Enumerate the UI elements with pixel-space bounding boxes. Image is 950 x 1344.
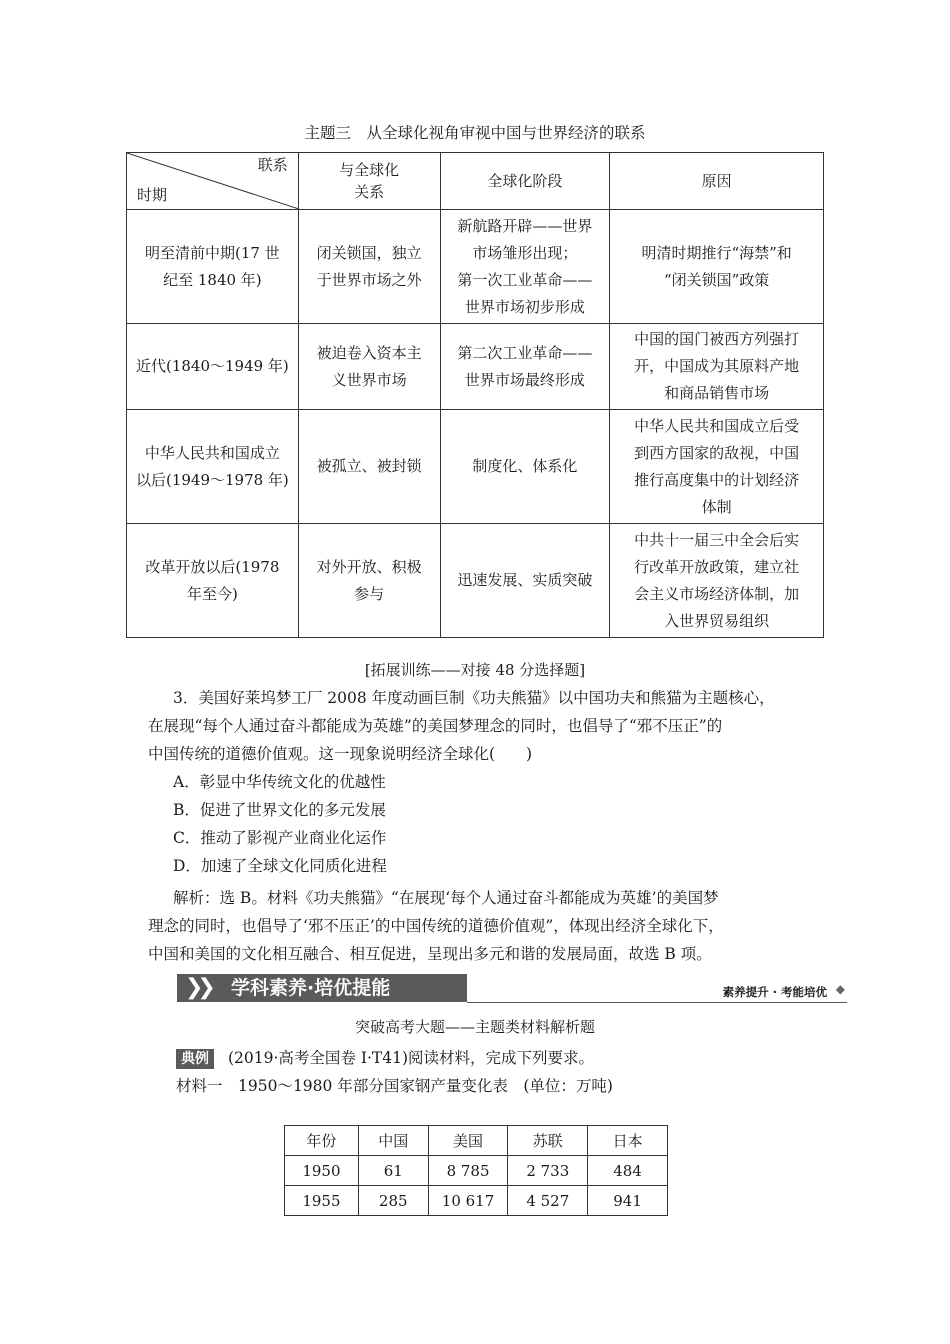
- header-china: 中国: [358, 1126, 428, 1156]
- analysis-line: 解析：选 B。材料《功夫熊猫》“在展现‘每个人通过奋斗都能成为英雄’的美国梦: [173, 889, 719, 907]
- stage-cell: 制度化、体系化: [440, 410, 610, 524]
- example-source: (2019·高考全国卷 Ⅰ·T41)阅读材料，完成下列要求。: [228, 1049, 595, 1067]
- example-badge: 典例: [176, 1049, 214, 1069]
- material-title: 材料一 1950～1980 年部分国家钢产量变化表 (单位：万吨): [176, 1077, 613, 1095]
- option-c: C．推动了影视产业商业化运作: [173, 829, 387, 847]
- value-cell: 941: [588, 1186, 668, 1216]
- value-cell: 10 617: [428, 1186, 508, 1216]
- value-cell: 484: [588, 1156, 668, 1186]
- steel-output-table: [284, 1125, 668, 1216]
- reason-cell: 明清时期推行“海禁”和 “闭关锁国”政策: [610, 210, 824, 324]
- value-cell: 8 785: [428, 1156, 508, 1186]
- header-diagonal-cell: [127, 153, 299, 210]
- diamond-icon: ◆: [835, 982, 845, 996]
- training-title: [拓展训练——对接 48 分选择题]: [364, 661, 586, 679]
- banner-divider: [467, 1002, 847, 1003]
- question-line: 3．美国好莱坞梦工厂 2008 年度动画巨制《功夫熊猫》以中国功夫和熊猫为主题核心，: [173, 689, 775, 707]
- option-a: A．彰显中华传统文化的优越性: [173, 773, 386, 791]
- header-japan: 日本: [588, 1126, 668, 1156]
- stage-cell: 新航路开辟——世界 市场雏形出现； 第一次工业革命—— 世界市场初步形成: [440, 210, 610, 324]
- theme-title: 主题三 从全球化视角审视中国与世界经济的联系: [304, 124, 646, 142]
- header-usa: 美国: [428, 1126, 508, 1156]
- value-cell: 61: [358, 1156, 428, 1186]
- double-chevron-icon: ❯❯: [185, 975, 210, 1000]
- header-relation: 与全球化 关系: [298, 153, 440, 210]
- period-cell: 近代(1840～1949 年): [127, 324, 299, 410]
- stage-cell: 迅速发展、实质突破: [440, 524, 610, 638]
- value-cell: 4 527: [508, 1186, 588, 1216]
- reason-cell: 中国的国门被西方列强打 开，中国成为其原料产地 和商品销售市场: [610, 324, 824, 410]
- table-row: [127, 524, 824, 638]
- table-header-row: [127, 153, 824, 210]
- period-cell: 中华人民共和国成立 以后(1949～1978 年): [127, 410, 299, 524]
- year-cell: 1955: [285, 1186, 359, 1216]
- banner-title: 学科素养·培优提能: [231, 977, 391, 999]
- analysis-line: 理念的同时，也倡导了‘邪不压正’的中国传统的道德价值观”，体现出经济全球化下，: [148, 917, 724, 935]
- question-line: 中国传统的道德价值观。这一现象说明经济全球化( ): [148, 745, 533, 763]
- stage-cell: 第二次工业革命—— 世界市场最终形成: [440, 324, 610, 410]
- header-stage: 全球化阶段: [440, 153, 610, 210]
- header-link: 联系: [257, 156, 288, 174]
- value-cell: 285: [358, 1186, 428, 1216]
- period-cell: 明至清前中期(17 世 纪至 1840 年): [127, 210, 299, 324]
- year-cell: 1950: [285, 1156, 359, 1186]
- relation-cell: 对外开放、积极 参与: [298, 524, 440, 638]
- value-cell: 2 733: [508, 1156, 588, 1186]
- header-year: 年份: [285, 1126, 359, 1156]
- table-header-row: [285, 1126, 668, 1156]
- table-row: [285, 1186, 668, 1216]
- section-title: 突破高考大题——主题类材料解析题: [354, 1018, 595, 1036]
- table-row: [127, 324, 824, 410]
- reason-cell: 中华人民共和国成立后受 到西方国家的敌视，中国 推行高度集中的计划经济 体制: [610, 410, 824, 524]
- table-row: [127, 410, 824, 524]
- banner-subtitle: 素养提升 · 考能培优: [722, 985, 827, 999]
- reason-cell: 中共十一届三中全会后实 行改革开放政策，建立社 会主义市场经济体制，加 入世界贸易组织: [610, 524, 824, 638]
- option-b: B．促进了世界文化的多元发展: [173, 801, 386, 819]
- relation-cell: 闭关锁国，独立 于世界市场之外: [298, 210, 440, 324]
- header-ussr: 苏联: [508, 1126, 588, 1156]
- header-period: 时期: [137, 186, 168, 204]
- analysis-line: 中国和美国的文化相互融合、相互促进，呈现出多元和谐的发展局面，故选 B 项。: [148, 945, 712, 963]
- relation-cell: 被孤立、被封锁: [298, 410, 440, 524]
- header-reason: 原因: [610, 153, 824, 210]
- period-cell: 改革开放以后(1978 年至今): [127, 524, 299, 638]
- section-banner: [177, 972, 847, 1004]
- comparison-table: [126, 152, 824, 638]
- example-line: [176, 1044, 866, 1072]
- relation-cell: 被迫卷入资本主 义世界市场: [298, 324, 440, 410]
- option-d: D．加速了全球文化同质化进程: [173, 857, 387, 875]
- table-row: [285, 1156, 668, 1186]
- question-line: 在展现“每个人通过奋斗都能成为英雄”的美国梦理念的同时，也倡导了“邪不压正”的: [148, 717, 723, 735]
- table-row: [127, 210, 824, 324]
